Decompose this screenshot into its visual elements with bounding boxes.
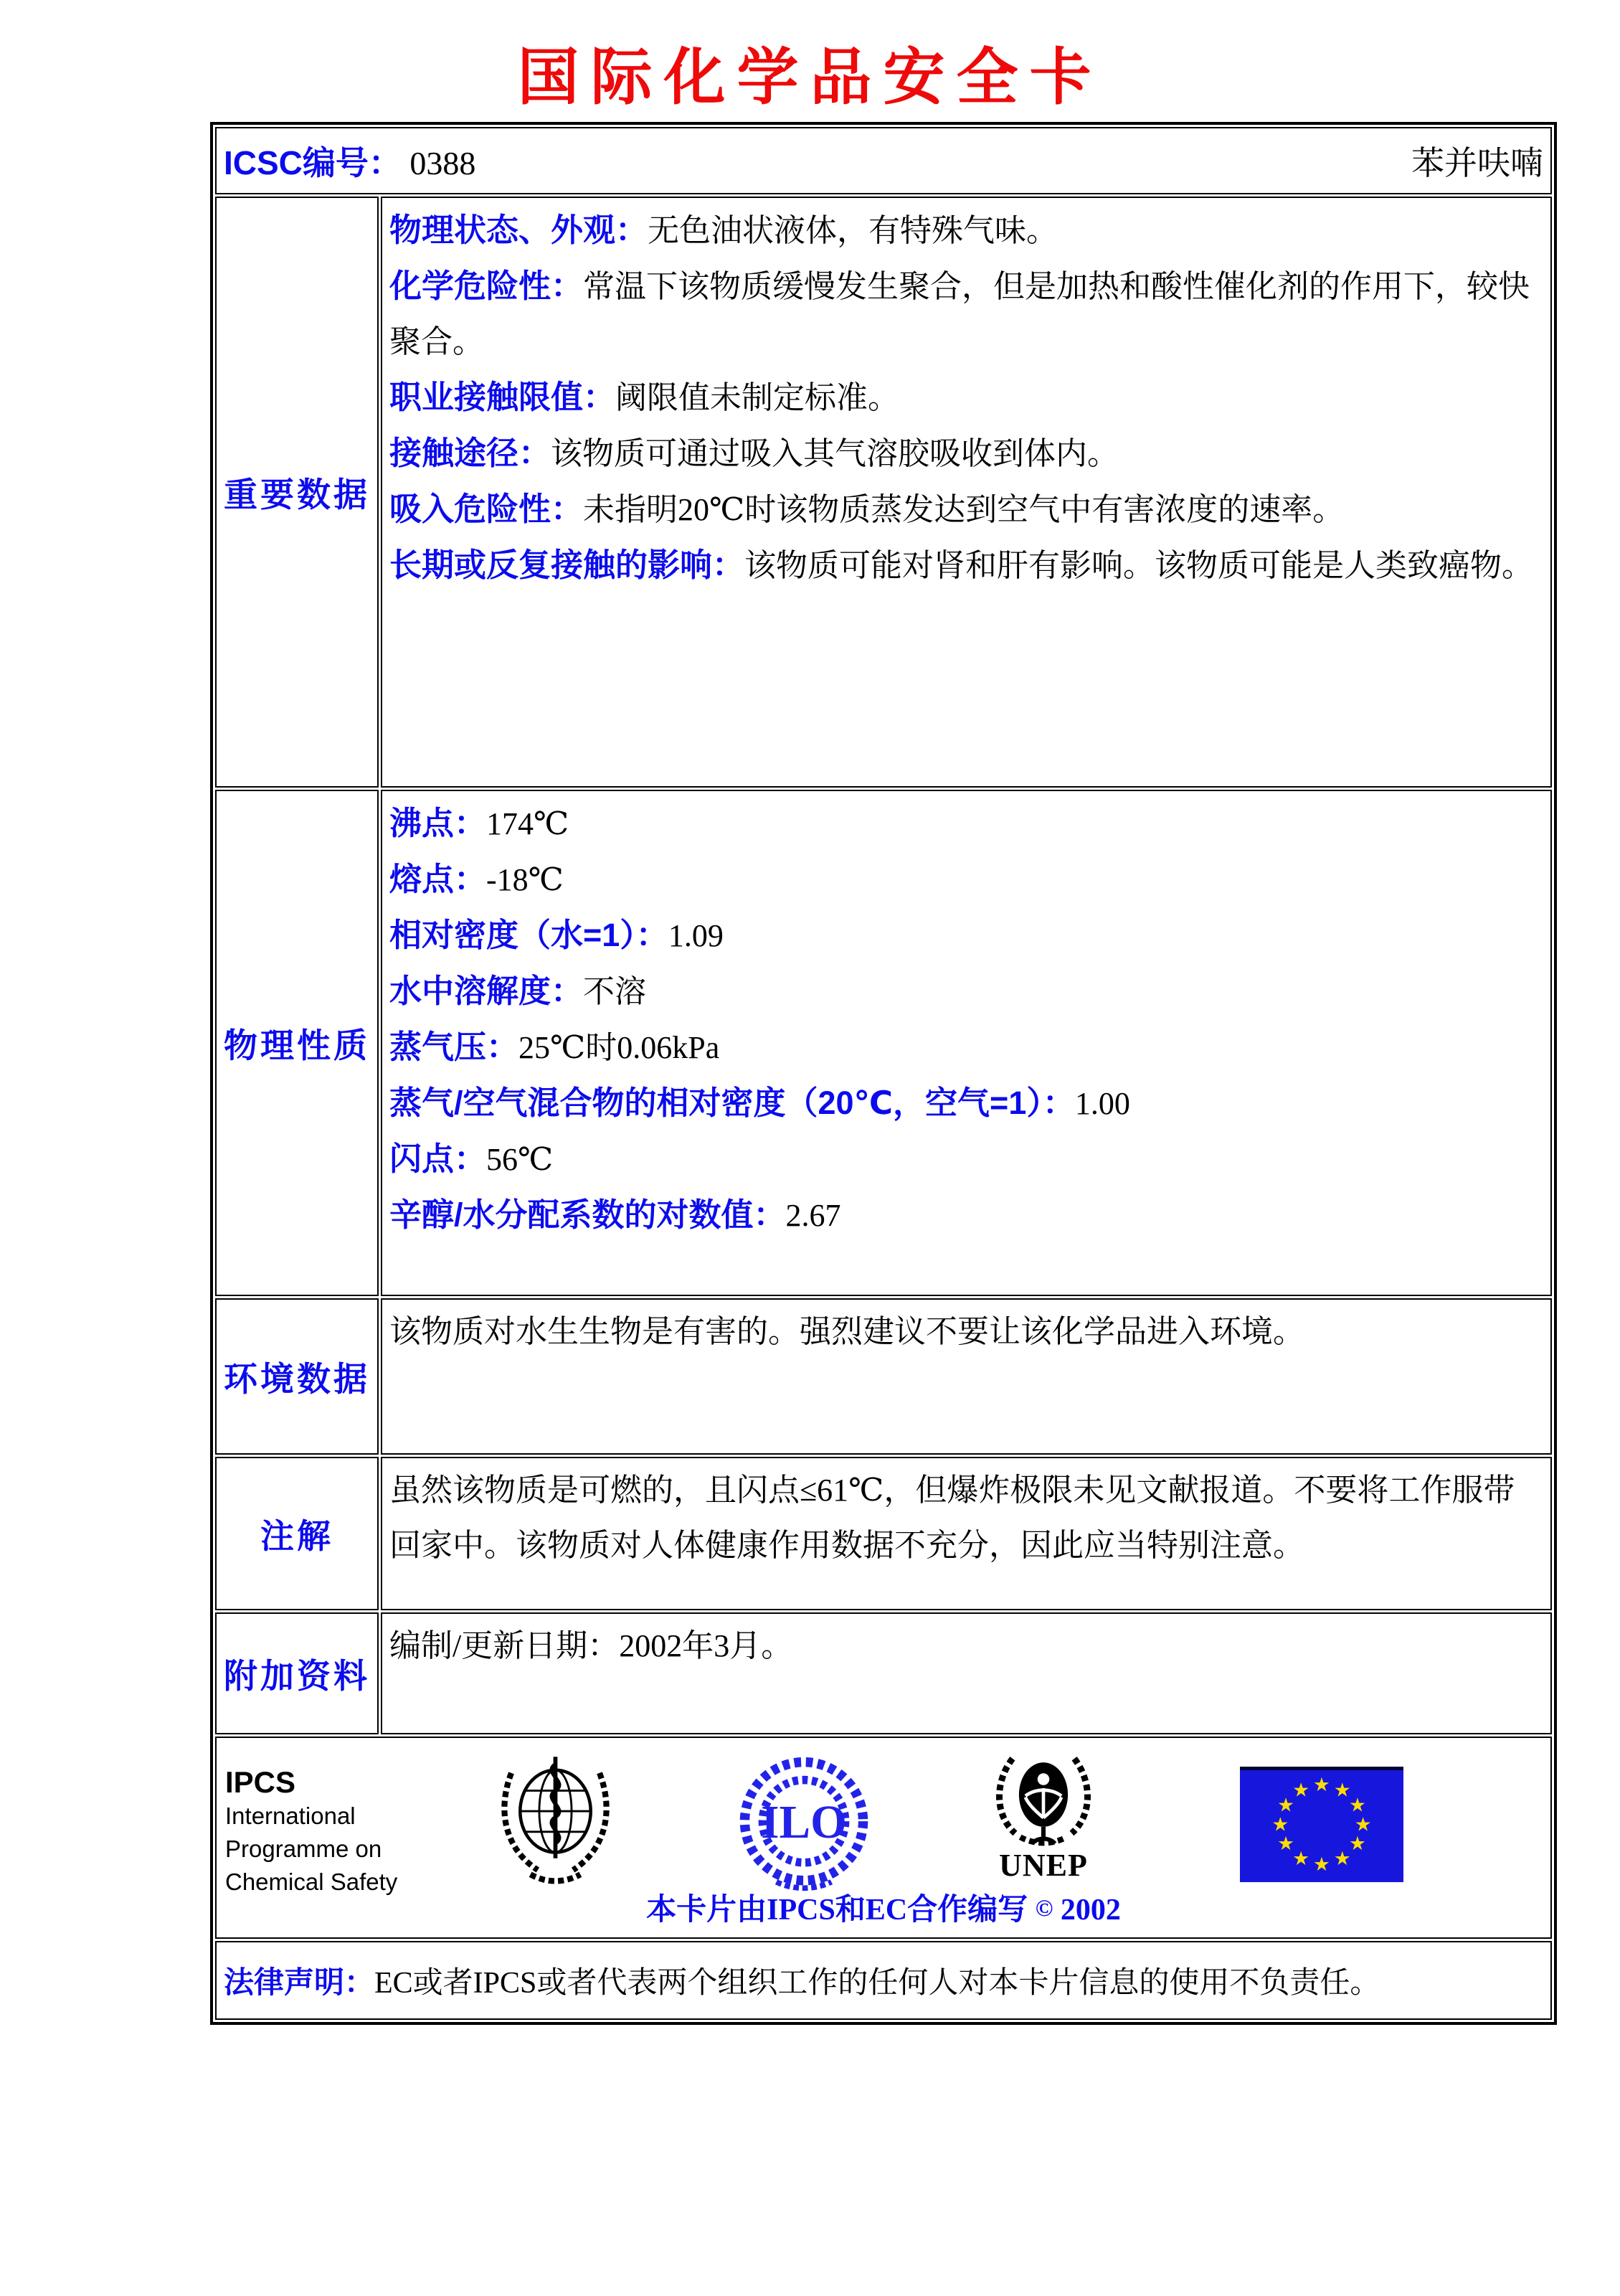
unep-logo-icon [979,1751,1108,1883]
icsc-number-group [224,137,475,184]
chemical-name: 苯并呋喃 [1411,145,1543,181]
unep-label: UNEP [999,1848,1088,1883]
entry-flash-point: 闪点：56℃ [389,1140,554,1177]
svg-text:★: ★ [1333,1848,1351,1871]
important-data-label: 重要数据 [224,475,370,514]
eu-flag-icon [1240,1767,1403,1882]
icsc-number-label: ICSC编号： [224,144,402,181]
svg-text:★: ★ [1292,1779,1310,1802]
entry-vapor-air-density: 蒸气/空气混合物的相对密度（20℃，空气=1）：1.00 [389,1085,1130,1121]
entry-melting-point: 熔点：-18℃ [389,861,564,897]
svg-text:★: ★ [1349,1794,1366,1817]
who-logo-icon [482,1749,629,1896]
entry-longterm-effects: 长期或反复接触的影响：该物质可能对肾和肝有影响。该物质可能是人类致癌物。 [389,547,1534,583]
copyright-year: 2002 [1060,1894,1121,1927]
svg-text:ILO: ILO [761,1797,847,1849]
notes-content [381,1457,1552,1610]
legal-row [215,1941,1552,2020]
section-notes [215,1457,1552,1610]
environmental-data-label: 环境数据 [224,1359,370,1398]
ipcs-subtitle-line3: Chemical Safety [225,1869,398,1895]
svg-text:★: ★ [1354,1813,1372,1836]
important-data-label-cell [215,197,379,788]
svg-text:★: ★ [1313,1853,1330,1876]
notes-label-cell [215,1457,379,1610]
legal-text: EC或者IPCS或者代表两个组织工作的任何人对本卡片信息的使用不负责任。 [374,1967,1380,2000]
additional-info-label-cell [215,1612,379,1734]
physical-properties-content [381,790,1552,1296]
svg-text:★: ★ [1277,1794,1294,1817]
svg-text:★: ★ [1292,1848,1310,1871]
notes-text: 虽然该物质是可燃的，且闪点≤61℃，但爆炸极限未见文献报道。不要将工作服带回家中。该物质对人体健康作用数据不充分，因此应当特别注意。 [389,1473,1515,1563]
header-row [215,127,1552,194]
svg-text:★: ★ [1313,1773,1330,1796]
footer-logos-row [215,1737,1552,1939]
entry-octanol-water: 辛醇/水分配系数的对数值：2.67 [389,1196,841,1233]
entry-chemical-danger: 化学危险性：常温下该物质缓慢发生聚合，但是加热和酸性催化剂的作用下，较快聚合。 [389,268,1530,359]
header-cell [215,127,1552,194]
entry-exposure-route: 接触途径：该物质可通过吸入其气溶胶吸收到体内。 [389,435,1119,471]
ipcs-title: IPCS [225,1765,296,1799]
physical-properties-label-cell [215,790,379,1296]
legal-label: 法律声明： [224,1965,375,1999]
footer-logos-cell [215,1737,1552,1939]
section-important-data [215,197,1552,788]
svg-text:★: ★ [1333,1779,1351,1802]
svg-text:★: ★ [1277,1833,1294,1856]
section-additional-info [215,1612,1552,1734]
entry-occupational-limit: 职业接触限值：阈限值未制定标准。 [389,379,900,415]
additional-info-text: 编制/更新日期：2002年3月。 [389,1628,793,1663]
entry-water-solubility: 水中溶解度：不溶 [389,973,647,1009]
legal-notice [215,1941,1552,2020]
important-data-content [381,197,1552,788]
additional-info-content [381,1612,1552,1734]
environmental-data-label-cell [215,1298,379,1455]
copyright-line [217,1886,1550,1929]
section-physical-properties [215,790,1552,1296]
entry-boiling-point: 沸点：174℃ [389,805,569,841]
icsc-card-table [210,122,1557,2025]
additional-info-label: 附加资料 [224,1656,370,1695]
entry-relative-density: 相对密度（水=1）：1.09 [389,917,724,953]
entry-inhalation-risk: 吸入危险性：未指明20℃时该物质蒸发达到空气中有害浓度的速率。 [389,491,1345,527]
entry-physical-state: 物理状态、外观：无色油状液体，有特殊气味。 [389,212,1058,248]
environmental-data-content [381,1298,1552,1455]
copyright-text: 本卡片由IPCS和EC合作编写 [646,1894,1028,1927]
entry-vapor-pressure: 蒸气压：25℃时0.06kPa [389,1029,720,1065]
physical-properties-label: 物理性质 [224,1026,370,1064]
ipcs-subtitle-line1: International [225,1803,356,1829]
svg-text:★: ★ [1349,1833,1366,1856]
svg-text:★: ★ [1271,1813,1289,1836]
ipcs-subtitle-line2: Programme on [225,1836,382,1862]
page-title: 国际化学品安全卡 [517,43,1103,112]
section-environmental-data [215,1298,1552,1455]
copyright-symbol: © [1035,1896,1053,1922]
ilo-logo-icon [735,1752,873,1896]
ipcs-block [225,1765,397,1899]
environmental-data-text: 该物质对水生生物是有害的。强烈建议不要让该化学品进入环境。 [389,1314,1304,1349]
notes-label: 注解 [260,1516,333,1555]
icsc-number-value: 0388 [409,145,476,181]
